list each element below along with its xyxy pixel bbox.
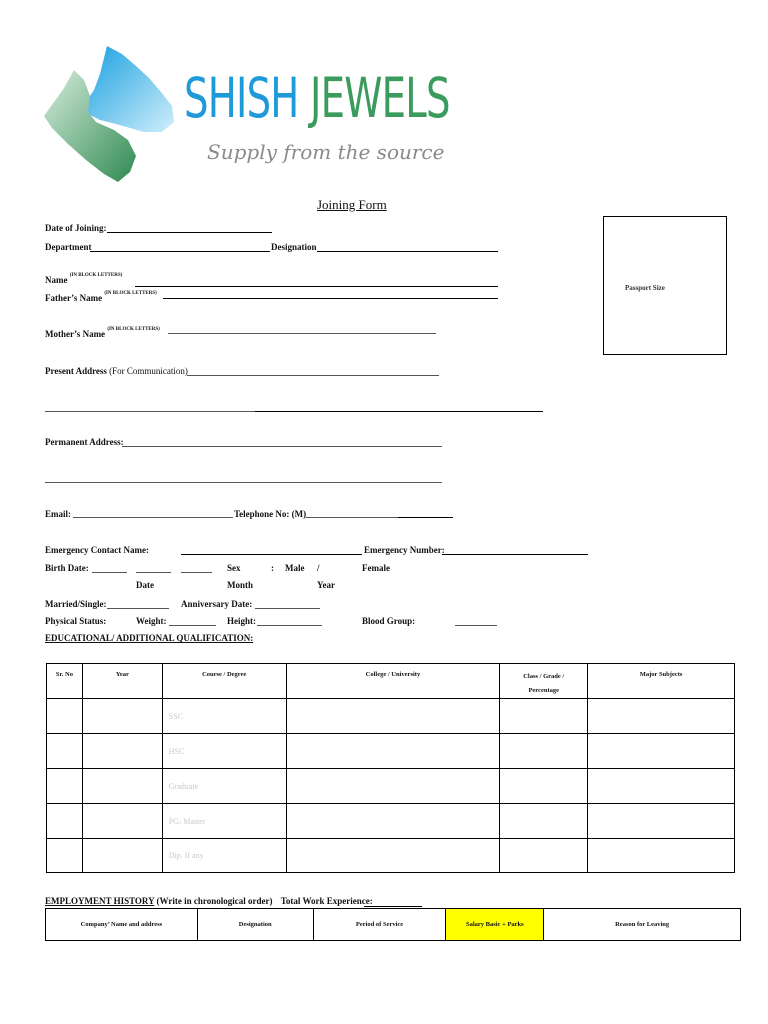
- edu-cell-course-ssc[interactable]: SSC: [162, 699, 286, 734]
- edu-cell-year[interactable]: [82, 839, 162, 873]
- designation-label: Designation: [271, 242, 317, 252]
- birth-date-month-caption: Month: [227, 580, 254, 590]
- anniversary-date-label: Anniversary Date:: [181, 599, 253, 609]
- education-col-course: Course / Degree: [162, 664, 286, 699]
- form-title: Joining Form: [317, 197, 387, 212]
- fathers-name-block-letters-note: (IN BLOCK LETTERS): [104, 291, 157, 296]
- blood-group-field[interactable]: [455, 625, 497, 626]
- edu-cell-subjects[interactable]: [588, 804, 735, 839]
- emergency-contact-label: Emergency Contact Name:: [45, 545, 149, 555]
- height-label: Height:: [227, 616, 256, 626]
- edu-cell-subjects[interactable]: [588, 734, 735, 769]
- passport-photo-box[interactable]: [603, 216, 727, 355]
- edu-cell-subjects[interactable]: [588, 769, 735, 804]
- edu-cell-year[interactable]: [82, 804, 162, 839]
- date-of-joining-label: Date of Joining:: [45, 223, 107, 233]
- edu-cell-course-pg[interactable]: PG: Master: [162, 804, 286, 839]
- blood-group-label: Blood Group:: [362, 616, 416, 626]
- edu-cell-sr[interactable]: [47, 769, 83, 804]
- present-address-field-2a[interactable]: [45, 411, 255, 412]
- mothers-name-label: [45, 329, 160, 339]
- logo-mark: [44, 44, 176, 184]
- education-table: [46, 663, 735, 873]
- height-field[interactable]: [257, 625, 322, 626]
- edu-cell-sr[interactable]: [47, 839, 83, 873]
- present-address-field-2b[interactable]: [255, 411, 543, 412]
- present-address-label: [45, 366, 188, 376]
- telephone-field-a[interactable]: [306, 517, 398, 518]
- fathers-name-label-text: Father’s Name: [45, 293, 103, 303]
- permanent-address-field-2[interactable]: [45, 482, 442, 483]
- edu-cell-sr[interactable]: [47, 804, 83, 839]
- birth-date-year-caption: Year: [317, 580, 335, 590]
- edu-cell-grade[interactable]: [500, 769, 588, 804]
- permanent-address-field-1[interactable]: [122, 446, 442, 447]
- employment-heading: [45, 896, 373, 906]
- weight-field[interactable]: [169, 625, 216, 626]
- anniversary-date-field[interactable]: [255, 608, 320, 609]
- education-col-grade: Class / Grade / Percentage: [500, 664, 588, 699]
- department-label: Department: [45, 242, 92, 252]
- education-col-year: Year: [82, 664, 162, 699]
- brand-name: [184, 66, 450, 130]
- designation-field[interactable]: [317, 251, 498, 252]
- physical-status-label: Physical Status:: [45, 616, 107, 626]
- permanent-address-label: Permanent Address:: [45, 437, 124, 447]
- birth-date-day-caption: Date: [136, 580, 154, 590]
- edu-cell-year[interactable]: [82, 699, 162, 734]
- education-header-row: [47, 664, 735, 699]
- table-row: [47, 769, 735, 804]
- education-col-subjects: Major Subjects: [588, 664, 735, 699]
- edu-cell-college[interactable]: [286, 804, 500, 839]
- employment-header-row: [46, 909, 741, 941]
- edu-cell-subjects[interactable]: [588, 699, 735, 734]
- employment-table: [45, 908, 741, 941]
- edu-cell-year[interactable]: [82, 734, 162, 769]
- email-label: Email:: [45, 509, 71, 519]
- edu-cell-subjects[interactable]: [588, 839, 735, 873]
- name-label-text: Name: [45, 275, 68, 285]
- edu-cell-sr[interactable]: [47, 734, 83, 769]
- telephone-field-b[interactable]: [398, 517, 453, 518]
- education-col-sr-no: Sr. No: [47, 664, 83, 699]
- edu-cell-grade[interactable]: [500, 699, 588, 734]
- emergency-number-field[interactable]: [442, 554, 588, 555]
- fathers-name-label: [45, 293, 157, 303]
- edu-cell-college[interactable]: [286, 769, 500, 804]
- email-field[interactable]: [73, 517, 233, 518]
- birth-date-year-field[interactable]: [181, 572, 212, 573]
- passport-photo-label: Passport Size: [625, 284, 665, 292]
- total-experience-label: Total Work Experience:: [280, 896, 373, 906]
- edu-cell-course-diploma[interactable]: Dip. If any: [162, 839, 286, 873]
- employment-heading-text: EMPLOYMENT HISTORY: [45, 896, 155, 906]
- edu-cell-grade[interactable]: [500, 734, 588, 769]
- name-field[interactable]: [135, 286, 498, 287]
- name-label: [45, 275, 122, 285]
- sex-colon: :: [271, 563, 274, 573]
- employment-col-company: Company’ Name and address: [46, 909, 198, 941]
- employment-col-designation: Designation: [197, 909, 313, 941]
- birth-date-month-field[interactable]: [136, 572, 171, 573]
- present-address-note: (For Communication): [109, 366, 188, 376]
- emergency-contact-field[interactable]: [181, 554, 362, 555]
- sex-option-male[interactable]: Male: [285, 563, 305, 573]
- fathers-name-field[interactable]: [163, 298, 498, 299]
- employment-col-period: Period of Service: [313, 909, 446, 941]
- edu-cell-college[interactable]: [286, 734, 500, 769]
- marital-status-label: Married/Single:: [45, 599, 107, 609]
- total-experience-field[interactable]: [364, 906, 422, 907]
- table-row: [47, 804, 735, 839]
- edu-cell-course-hsc[interactable]: HSC: [162, 734, 286, 769]
- sex-slash: /: [317, 563, 320, 573]
- weight-label: Weight:: [136, 616, 167, 626]
- brand-name-part2: JEWELS: [310, 66, 450, 130]
- edu-cell-year[interactable]: [82, 769, 162, 804]
- edu-cell-college[interactable]: [286, 699, 500, 734]
- telephone-label: Telephone No: (M): [234, 509, 307, 519]
- employment-heading-note: (Write in chronological order): [156, 896, 273, 906]
- table-row: [47, 734, 735, 769]
- marital-status-field[interactable]: [107, 608, 169, 609]
- birth-date-day-field[interactable]: [92, 572, 127, 573]
- sex-label: Sex: [227, 563, 241, 573]
- birth-date-label: Birth Date:: [45, 563, 89, 573]
- education-heading: EDUCATIONAL/ ADDITIONAL QUALIFICATION:: [45, 633, 254, 643]
- education-col-college: College / University: [286, 664, 500, 699]
- table-row: [47, 699, 735, 734]
- present-address-label-text: Present Address: [45, 366, 107, 376]
- date-of-joining-field[interactable]: [107, 232, 272, 233]
- edu-cell-course-graduate[interactable]: Graduate: [162, 769, 286, 804]
- mothers-name-block-letters-note: (IN BLOCK LETTERS): [107, 327, 160, 332]
- employment-col-reason: Reason for Leaving: [544, 909, 741, 941]
- edu-cell-sr[interactable]: [47, 699, 83, 734]
- emergency-number-label: Emergency Number:: [364, 545, 445, 555]
- edu-cell-college[interactable]: [286, 839, 500, 873]
- employment-col-salary: Salary Basic + Parks: [446, 909, 544, 941]
- mothers-name-label-text: Mother’s Name: [45, 329, 106, 339]
- table-row: [47, 839, 735, 873]
- brand-tagline: Supply from the source: [207, 140, 445, 164]
- brand-name-part1: SHISH: [184, 66, 299, 130]
- sex-option-female[interactable]: Female: [362, 563, 390, 573]
- department-field[interactable]: [90, 251, 270, 252]
- mothers-name-field[interactable]: [168, 333, 436, 334]
- edu-cell-grade[interactable]: [500, 804, 588, 839]
- present-address-field-1[interactable]: [187, 375, 439, 376]
- edu-cell-grade[interactable]: [500, 839, 588, 873]
- name-block-letters-note: (IN BLOCK LETTERS): [69, 273, 123, 278]
